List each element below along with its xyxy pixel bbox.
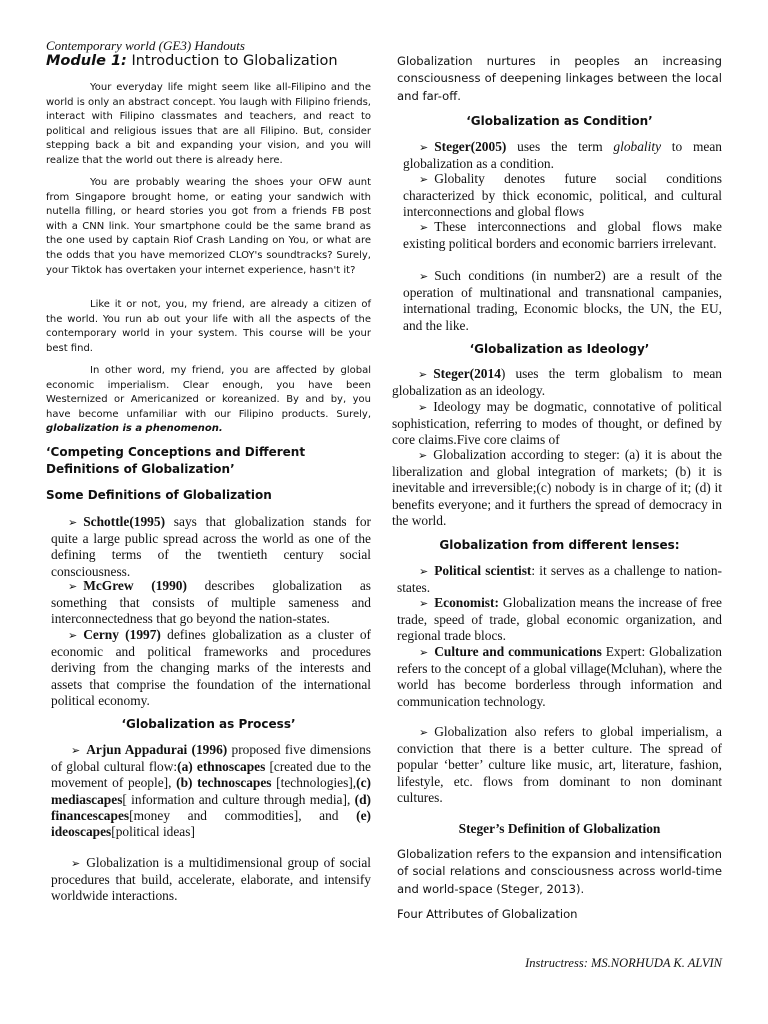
bullet-arrow-icon: ➢ [68, 580, 78, 593]
condition-text: Such conditions (in number2) are a result of the operation of multinational and transnational campanies, international trading, Economic blocks, the UN, the EU, and the like. [403, 268, 722, 333]
definition-schottle [51, 514, 371, 580]
bullet-arrow-icon: ➢ [418, 368, 428, 381]
condition-item-2 [403, 171, 722, 221]
ideology-heading: ‘Globalization as Ideology’ [469, 342, 650, 356]
appadurai-author: Arjun Appadurai (1996) [86, 742, 228, 757]
bullet-arrow-icon: ➢ [418, 401, 428, 414]
lens-political [397, 563, 722, 596]
economist-text: Globalization means the increase of free trade, speed of trade, global economic organization, and regional trade blocs. [397, 595, 722, 644]
bullet-arrow-icon: ➢ [71, 857, 81, 870]
intro-paragraph-1: Your everyday life might seem like all-Filipino and the world is only an abstract concept. You laugh with Filipino friends, interact with Filipino classmates and teachers, and react to political and religious issues that are all Filipino. But, consider stepping back a bit and expanding your vision, and you will realize that the world out there is already here. [46, 82, 371, 166]
technoscapes-term: (b) technoscapes [176, 775, 272, 791]
condition-item-3 [403, 219, 722, 252]
appadurai-item [51, 742, 371, 840]
bullet-arrow-icon: ➢ [68, 629, 78, 642]
ideology-text: Ideology may be dogmatic, connotative of political sophistication, referring to modes of thought, or defined by core claims.Five core claims of [392, 399, 722, 448]
intro-paragraph-3: Like it or not, you, my friend, are already a citizen of the world. You run ab out your life with all the aspects of the contemporary world in your system. This course will be your best find. [46, 299, 371, 354]
lens-economist [397, 595, 722, 645]
footer-instructress: Instructress: MS.NORHUDA K. ALVIN [525, 956, 722, 970]
bullet-arrow-icon: ➢ [419, 565, 429, 578]
lens-imperialism [397, 724, 722, 806]
ideoscapes-term: (e) ideoscapes [51, 807, 371, 840]
ethnoscapes-desc: [created due to the movement of people], [51, 759, 372, 791]
definition-text: describes globalization as something that consists of multiple sameness and interconnectedness that go beyond the nation-states. [51, 578, 371, 627]
bullet-arrow-icon: ➢ [419, 173, 429, 186]
steger-definition-text: Globalization refers to the expansion and intensification of social relations and consciousness across world-time and world-space (Steger, 2013). [397, 847, 723, 896]
culture-label: Culture and communications [434, 644, 602, 659]
multidimensional-text: Globalization is a multidimensional group of social procedures that build, accelerate, elaborate, and intensify worldwide interactions. [51, 855, 371, 904]
ideology-item-2 [392, 399, 722, 449]
bullet-arrow-icon: ➢ [68, 516, 78, 529]
lens-culture [397, 644, 722, 710]
definition-text: says that globalization stands for quite a large public spread across the world as one of the defining terms of the twentieth century social consciousness. [51, 514, 371, 579]
module-title-text: Introduction to Globalization [131, 53, 338, 69]
condition-author: Steger(2005) [434, 139, 507, 154]
bullet-arrow-icon: ➢ [419, 221, 429, 234]
financescapes-term: (d) financescapes [51, 791, 371, 823]
condition-text: Globality denotes future social conditions characterized by thick economic, political, and cultural interconnections and global flows [403, 171, 722, 220]
process-heading: ‘Globalization as Process’ [121, 717, 296, 731]
intro-emphasis: globalization is a phenomenon. [46, 423, 223, 435]
imperialism-text: Globalization also refers to global imperialism, a conviction that there is a better culture. The spread of popular ‘better’ culture like music, art, literature, fashion, lifestyle, etc. flows from dominant to non dominant cultures. [397, 724, 722, 805]
nurtures-paragraph: Globalization nurtures in peoples an increasing consciousness of deepening linkages between the local and far-off. [397, 54, 722, 103]
ideology-item-3 [392, 447, 722, 529]
mediascapes-desc: [ information and culture through media], [122, 791, 355, 807]
bullet-arrow-icon: ➢ [418, 449, 428, 462]
ethnoscapes-term: (a) ethnoscapes [177, 759, 266, 775]
financescapes-desc: [money and commodities], and [129, 807, 357, 823]
definition-author: Cerny (1997) [83, 627, 161, 642]
political-text: : it serves as a challenge to nation-states. [397, 563, 722, 596]
definition-author: Schottle(1995) [83, 514, 166, 529]
ideology-text: Globalization according to steger: (a) it is about the liberalization and global integration of markets; (b) it is inevitable and irreversible;(c) nobody is in charge of it; (d) it benefits everyone; and it furthers the spread of democracy in the world. [392, 447, 722, 528]
political-label: Political scientist [434, 563, 532, 578]
condition-item-1 [403, 139, 722, 172]
definition-text: defines globalization as a cluster of economic and political frameworks and procedures deriving from the changing marks of the interests and assets that comprise the foundation of the international political economy. [51, 627, 372, 708]
module-label: Module 1: [46, 53, 127, 69]
module-title [46, 53, 338, 69]
ideology-item-1 [392, 366, 722, 399]
condition-text: to mean globalization as a condition. [403, 139, 722, 172]
definitions-heading: Some Definitions of Globalization [46, 488, 272, 502]
condition-heading: ‘Globalization as Condition’ [466, 114, 653, 128]
definition-mcgrew [51, 578, 371, 628]
intro-paragraph-2: You are probably wearing the shoes your OFW aunt from Singapore brought home, or eating your sandwich with nutella filling, or heard stories you got from a friends FB post with a CNN link. Your smartphone could be the same brand as the one used by captain Riof Crash Landing on You, or what are the odds that you have memorized CLOY's soundtracks? Surely, your Tiktok has overtaken your internet experience, hasn't it? [46, 177, 371, 276]
culture-text: Expert: Globalization refers to the concept of a global village(Mcluhan), where the world has become borderless through information and communication technology. [397, 644, 722, 709]
economist-label: Economist: [434, 595, 499, 610]
technoscapes-desc: [technologies], [271, 775, 357, 791]
ideology-text: ) uses the term globalism to mean globalization as an ideology. [392, 366, 722, 399]
bullet-arrow-icon: ➢ [419, 270, 429, 283]
lenses-heading: Globalization from different lenses: [439, 538, 680, 552]
definition-cerny [51, 627, 371, 709]
condition-text: These interconnections and global flows make existing political borders and economic barriers irrelevant. [403, 219, 722, 252]
ideology-author: Steger(2014 [433, 366, 501, 381]
bullet-arrow-icon: ➢ [71, 744, 81, 757]
condition-text: uses the term [506, 139, 614, 154]
competing-heading: ‘Competing Conceptions and Different Definitions of Globalization’ [46, 445, 306, 476]
intro-paragraph-4-text: In other word, my friend, you are affected by global economic imperialism. Clear enough, you have been Westernized or Americanized or koreanized. By and by, you have become unfamiliar with our Filipino products. Surely, [46, 365, 371, 420]
four-attributes-heading: Four Attributes of Globalization [397, 907, 578, 921]
ideoscapes-desc: [political ideas] [111, 824, 195, 840]
appadurai-text: proposed five dimensions of global cultural flow: [51, 742, 371, 775]
bullet-arrow-icon: ➢ [419, 597, 429, 610]
course-header: Contemporary world (GE3) Handouts [46, 38, 245, 53]
definition-author: McGrew (1990) [83, 578, 187, 593]
intro-paragraph-4 [46, 364, 371, 437]
bullet-arrow-icon: ➢ [419, 646, 429, 659]
globality-term: globality [613, 139, 662, 154]
steger-definition-heading: Steger’s Definition of Globalization [458, 821, 661, 836]
mediascapes-term: (c) mediascapes [51, 775, 371, 807]
multidimensional-item [51, 855, 371, 905]
bullet-arrow-icon: ➢ [419, 726, 429, 739]
bullet-arrow-icon: ➢ [419, 141, 429, 154]
condition-item-4 [403, 268, 722, 334]
